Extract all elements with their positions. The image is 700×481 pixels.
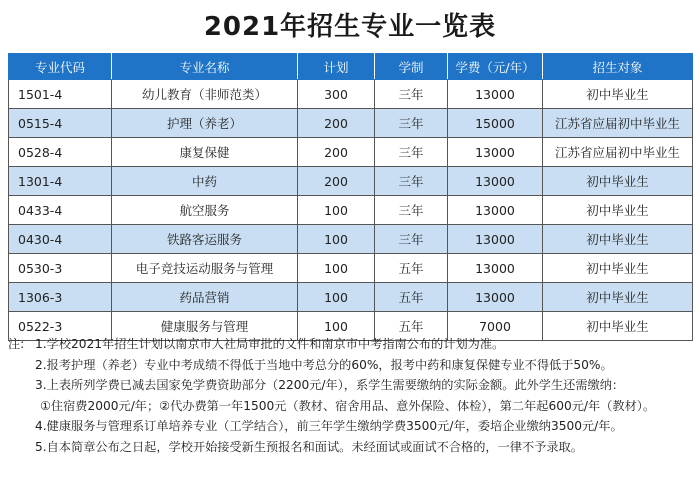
note-text: 3.上表所列学费已减去国家免学费资助部分（2200元/年），系学生需要缴纳的实际金额。此外学生还需缴纳： [35,378,625,393]
note-line [8,355,694,376]
majors-table [8,53,693,341]
note-line [8,416,694,437]
note-text: 1.学校2021年招生计划以南京市人社局审批的文件和南京市中考指南公布的计划为准。 [35,337,505,351]
cell-target: 初中毕业生 [543,312,693,341]
note-text: ①住宿费2000元/年；②代办费第一年1500元（教材、宿舍用品、意外保险、体检），第二年起600元/年（教材）。 [40,398,656,413]
cell-duration: 三年 [375,167,448,196]
cell-tuition: 15000 [448,109,543,138]
notes-section [8,334,694,458]
cell-name: 护理（养老） [112,109,298,138]
cell-code: 1501-4 [9,80,112,109]
cell-code: 0528-4 [9,138,112,167]
cell-target: 初中毕业生 [543,167,693,196]
cell-duration: 五年 [375,312,448,341]
cell-name: 电子竞技运动服务与管理 [112,254,298,283]
cell-target: 初中毕业生 [543,283,693,312]
cell-name: 铁路客运服务 [112,225,298,254]
table-row [9,283,693,312]
note-line [8,375,694,396]
cell-code: 0530-3 [9,254,112,283]
cell-plan: 300 [298,80,375,109]
note-text: 4.健康服务与管理系订单培养专业（工学结合），前三年学生缴纳学费3500元/年，委培企业缴纳3500元/年。 [35,419,623,434]
header-tuition: 学费（元/年） [448,54,543,80]
note-text: 5.自本简章公布之日起，学校开始接受新生预报名和面试。未经面试或面试不合格的，一律不予录取。 [35,439,583,454]
cell-tuition: 7000 [448,312,543,341]
cell-target: 江苏省应届初中毕业生 [543,109,693,138]
cell-code: 0433-4 [9,196,112,225]
table-row [9,225,693,254]
table-row [9,138,693,167]
header-duration: 学制 [375,54,448,80]
header-plan: 计划 [298,54,375,80]
note-text: 2.报考护理（养老）专业中考成绩不得低于当地中考总分的60%，报考中药和康复保健专业不得低于50%。 [35,357,613,372]
note-line [8,334,694,355]
cell-target: 初中毕业生 [543,80,693,109]
cell-name: 健康服务与管理 [112,312,298,341]
cell-plan: 100 [298,312,375,341]
cell-tuition: 13000 [448,138,543,167]
cell-duration: 三年 [375,138,448,167]
cell-name: 幼儿教育（非师范类） [112,80,298,109]
cell-code: 1301-4 [9,167,112,196]
cell-duration: 三年 [375,225,448,254]
header-name: 专业名称 [112,54,298,80]
page-title: 2021年招生专业一览表 [203,12,497,42]
cell-plan: 200 [298,138,375,167]
cell-tuition: 13000 [448,167,543,196]
cell-name: 中药 [112,167,298,196]
cell-target: 江苏省应届初中毕业生 [543,138,693,167]
note-line [8,437,694,458]
table-row [9,109,693,138]
cell-target: 初中毕业生 [543,254,693,283]
table-row [9,167,693,196]
cell-name: 药品营销 [112,283,298,312]
cell-plan: 100 [298,283,375,312]
cell-duration: 五年 [375,254,448,283]
cell-tuition: 13000 [448,196,543,225]
cell-code: 0522-3 [9,312,112,341]
header-code: 专业代码 [9,54,112,80]
cell-tuition: 13000 [448,254,543,283]
cell-duration: 三年 [375,196,448,225]
cell-target: 初中毕业生 [543,196,693,225]
note-line [8,396,694,417]
table-header-row [9,54,693,80]
cell-code: 0430-4 [9,225,112,254]
cell-duration: 五年 [375,283,448,312]
cell-name: 航空服务 [112,196,298,225]
table-row [9,254,693,283]
cell-code: 1306-3 [9,283,112,312]
cell-code: 0515-4 [9,109,112,138]
cell-plan: 200 [298,109,375,138]
table-row [9,80,693,109]
cell-tuition: 13000 [448,283,543,312]
cell-duration: 三年 [375,80,448,109]
table-row [9,196,693,225]
cell-tuition: 13000 [448,80,543,109]
cell-name: 康复保健 [112,138,298,167]
notes-label: 注: [8,337,25,351]
cell-plan: 200 [298,167,375,196]
cell-duration: 三年 [375,109,448,138]
cell-plan: 100 [298,196,375,225]
header-target: 招生对象 [543,54,693,80]
cell-target: 初中毕业生 [543,225,693,254]
cell-plan: 100 [298,225,375,254]
cell-tuition: 13000 [448,225,543,254]
cell-plan: 100 [298,254,375,283]
